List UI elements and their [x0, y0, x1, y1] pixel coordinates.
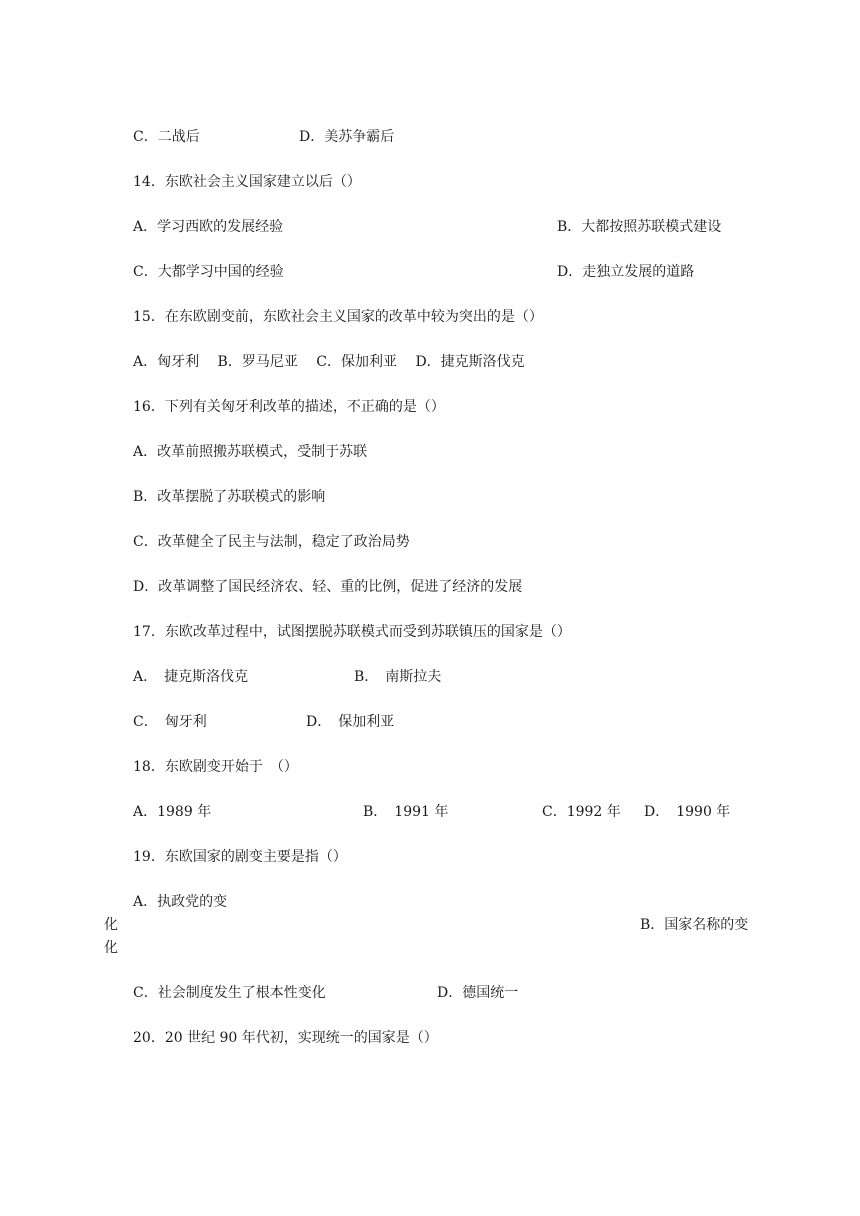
q13-option-c: C．二战后	[133, 129, 200, 145]
q19-option-d: D．德国统一	[437, 985, 519, 1001]
q14-option-a: A．学习西欧的发展经验	[133, 219, 284, 235]
q14-option-d: D．走独立发展的道路	[557, 264, 695, 280]
q16-option-b: B．改革摆脱了苏联模式的影响	[133, 489, 326, 505]
q14-option-b: B．大都按照苏联模式建设	[557, 219, 722, 235]
q19-option-b-wrap: 化	[104, 940, 118, 956]
q18-option-b: B． 1991 年	[363, 804, 449, 820]
q19-option-c: C．社会制度发生了根本性变化	[133, 985, 326, 1001]
q16-option-a: A．改革前照搬苏联模式，受制于苏联	[133, 444, 368, 460]
q16-stem: 16．下列有关匈牙利改革的描述，不正确的是（）	[133, 399, 445, 415]
q17-option-c: C． 匈牙利	[133, 714, 207, 730]
q18-option-d: D． 1990 年	[644, 804, 731, 820]
q19-option-a-wrap: 化	[104, 917, 118, 933]
q15-stem: 15．在东欧剧变前，东欧社会主义国家的改革中较为突出的是（）	[133, 309, 543, 325]
q19-stem: 19．东欧国家的剧变主要是指（）	[133, 849, 347, 865]
q16-option-c: C．改革健全了民主与法制，稳定了政治局势	[133, 534, 410, 550]
q17-option-a: A． 捷克斯洛伐克	[133, 669, 249, 685]
q13-option-d: D．美苏争霸后	[299, 129, 395, 145]
q17-option-d: D． 保加利亚	[306, 714, 395, 730]
q18-option-c: C．1992 年	[542, 804, 621, 820]
q17-option-b: B． 南斯拉夫	[354, 669, 442, 685]
q19-option-b: B．国家名称的变	[640, 917, 749, 933]
q18-option-a: A．1989 年	[133, 804, 212, 820]
q15-options: A．匈牙利 B．罗马尼亚 C．保加利亚 D．捷克斯洛伐克	[133, 354, 525, 370]
q20-stem: 20．20 世纪 90 年代初，实现统一的国家是（）	[133, 1030, 438, 1046]
q16-option-d: D．改革调整了国民经济农、轻、重的比例，促进了经济的发展	[133, 579, 523, 595]
q17-stem: 17．东欧改革过程中，试图摆脱苏联模式而受到苏联镇压的国家是（）	[133, 624, 571, 640]
q19-option-a: A．执政党的变	[133, 894, 228, 910]
q18-stem: 18．东欧剧变开始于 （）	[133, 759, 298, 775]
q14-option-c: C．大都学习中国的经验	[133, 264, 284, 280]
q14-stem: 14．东欧社会主义国家建立以后（）	[133, 174, 361, 190]
